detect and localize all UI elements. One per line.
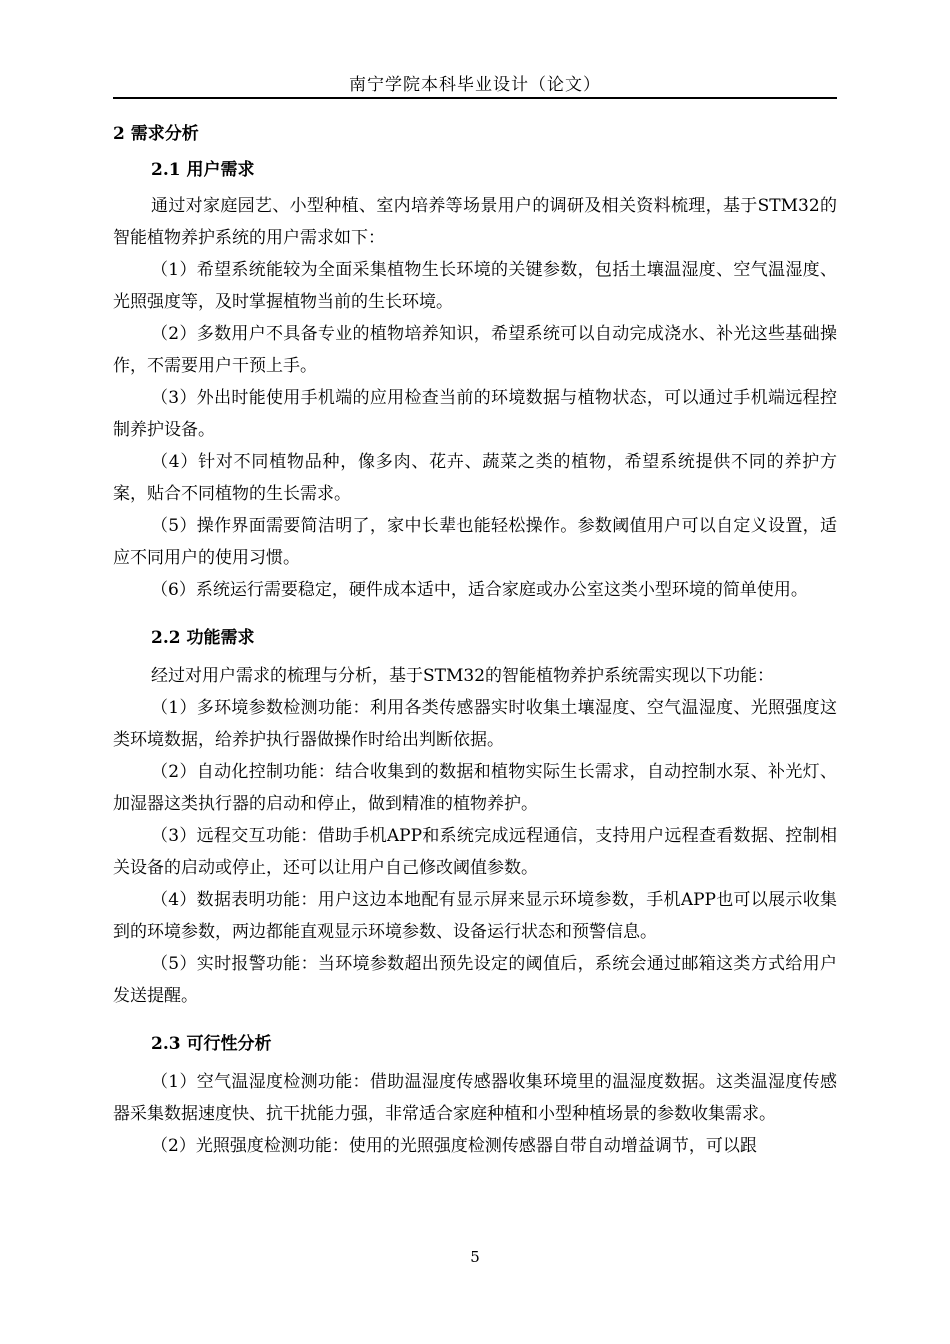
subsection-heading-2-3: 2.3 可行性分析 (151, 1034, 272, 1054)
subsection-heading-2-1: 2.1 用户需求 (151, 160, 255, 180)
paragraph: （2）多数用户不具备专业的植物培养知识，希望系统可以自动完成浇水、补光这些基础操作，不需要用户干预上手。 (113, 324, 837, 376)
paragraph: （5）操作界面需要简洁明了，家中长辈也能轻松操作。参数阈值用户可以自定义设置，适应不同用户的使用习惯。 (113, 516, 837, 568)
paragraph: 通过对家庭园艺、小型种植、室内培养等场景用户的调研及相关资料梳理，基于STM32的智能植物养护系统的用户需求如下： (113, 196, 837, 248)
paragraph: （4）针对不同植物品种，像多肉、花卉、蔬菜之类的植物，希望系统提供不同的养护方案，贴合不同植物的生长需求。 (113, 452, 837, 504)
page-body (113, 118, 837, 1162)
page-number: 5 (470, 1248, 480, 1266)
paragraph: （1）希望系统能较为全面采集植物生长环境的关键参数，包括土壤温湿度、空气温湿度、光照强度等，及时掌握植物当前的生长环境。 (113, 260, 837, 312)
paragraph: 经过对用户需求的梳理与分析，基于STM32的智能植物养护系统需实现以下功能： (151, 666, 775, 686)
header-divider (113, 97, 837, 99)
paragraph: （3）外出时能使用手机端的应用检查当前的环境数据与植物状态，可以通过手机端远程控制养护设备。 (113, 388, 837, 440)
subsection-heading-2-2: 2.2 功能需求 (151, 628, 255, 648)
paragraph: （6）系统运行需要稳定，硬件成本适中，适合家庭或办公室这类小型环境的简单使用。 (151, 580, 808, 600)
paragraph: （3）远程交互功能：借助手机APP和系统完成远程通信，支持用户远程查看数据、控制相关设备的启动或停止，还可以让用户自己修改阈值参数。 (113, 826, 837, 878)
running-header: 南宁学院本科毕业设计（论文） (349, 75, 601, 95)
paragraph: （5）实时报警功能：当环境参数超出预先设定的阈值后，系统会通过邮箱这类方式给用户发送提醒。 (113, 954, 837, 1006)
section-heading: 2 需求分析 (113, 124, 199, 144)
paragraph: （1）空气温湿度检测功能：借助温湿度传感器收集环境里的温湿度数据。这类温湿度传感器采集数据速度快、抗干扰能力强，非常适合家庭种植和小型种植场景的参数收集需求。 (113, 1072, 837, 1124)
paragraph: （2）自动化控制功能：结合收集到的数据和植物实际生长需求，自动控制水泵、补光灯、加湿器这类执行器的启动和停止，做到精准的植物养护。 (113, 762, 837, 814)
paragraph: （1）多环境参数检测功能：利用各类传感器实时收集土壤湿度、空气温湿度、光照强度这类环境数据，给养护执行器做操作时给出判断依据。 (113, 698, 837, 750)
paragraph: （2）光照强度检测功能：使用的光照强度检测传感器自带自动增益调节，可以跟 (151, 1136, 757, 1156)
paragraph: （4）数据表明功能：用户这边本地配有显示屏来显示环境参数，手机APP也可以展示收集到的环境参数，两边都能直观显示环境参数、设备运行状态和预警信息。 (113, 890, 837, 942)
